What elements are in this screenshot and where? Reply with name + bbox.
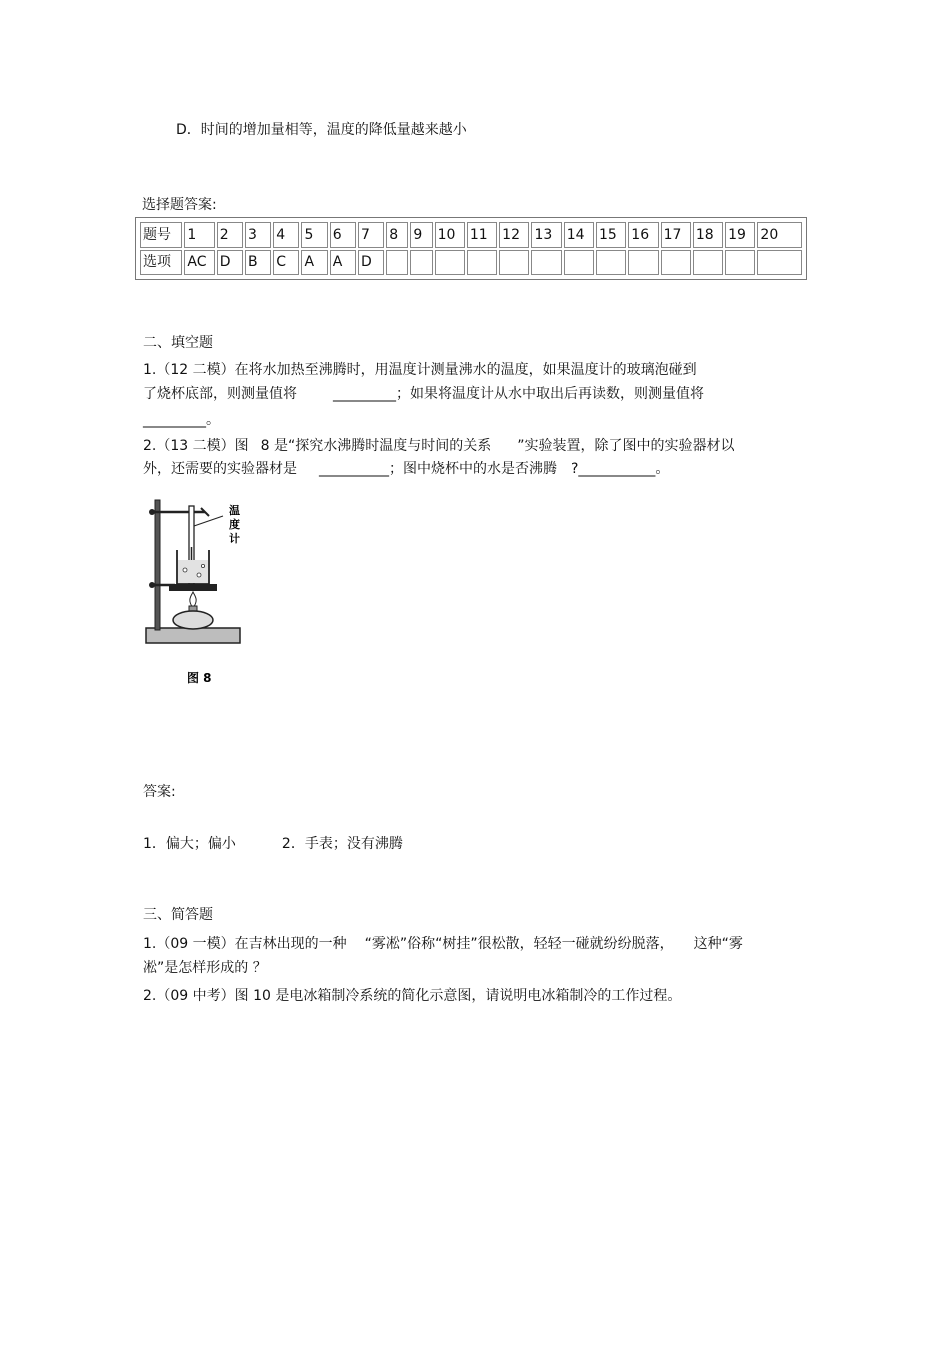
table-cell-answer-5: A	[301, 250, 327, 276]
table-cell-answer-8	[386, 250, 408, 276]
table-cell-answer-13	[531, 250, 561, 276]
section2-title: 二、填空题	[143, 335, 213, 351]
table-cell-number-6: 6	[330, 222, 356, 248]
answer-table	[135, 217, 807, 280]
table-cell-answer-20	[757, 250, 802, 276]
answer-2: 2．手表；没有沸腾	[281, 836, 403, 852]
answer-1: 1．偏大；偏小	[143, 836, 236, 852]
upper-clamp-knob	[149, 509, 155, 515]
table-cell-number-10: 10	[435, 222, 465, 248]
table-cell-number-18: 18	[693, 222, 723, 248]
fill-q1-line3: _________。	[143, 412, 220, 428]
table-cell-number-17: 17	[661, 222, 691, 248]
short-q1-line1-a: 1.（09 一模）在吉林出现的一种	[143, 936, 347, 952]
figure-caption: 图 8	[187, 671, 212, 685]
row-header-number: 题号	[140, 222, 182, 248]
table-cell-answer-4: C	[273, 250, 299, 276]
table-cell-answer-11	[467, 250, 497, 276]
table-cell-number-14: 14	[564, 222, 594, 248]
fill-q1-line2-a: 了烧杯底部，则测量值将	[143, 386, 297, 402]
table-cell-number-20: 20	[757, 222, 802, 248]
option-d: D．时间的增加量相等，温度的降低量越来越小	[176, 122, 467, 138]
short-q2: 2.（09 中考）图 10 是电冰箱制冷系统的简化示意图，请说明电冰箱制冷的工作过程。	[143, 988, 682, 1004]
fill-q2-line1-a: 2.（13 二模）图	[143, 438, 249, 454]
figure-8-boiling-apparatus	[143, 492, 253, 692]
table-cell-answer-7: D	[358, 250, 384, 276]
fill-q2-line2-a: 外，还需要的实验器材是	[143, 461, 297, 477]
alcohol-lamp	[173, 611, 213, 629]
table-row-numbers	[140, 222, 802, 248]
fill-q2-line1	[143, 436, 735, 456]
short-q1-line1-c: 这种“雾	[693, 936, 743, 952]
table-cell-answer-16	[628, 250, 658, 276]
fill-q2-line1-c: ”实验装置，除了图中的实验器材以	[517, 438, 735, 454]
fill-q1-line2	[143, 384, 704, 404]
answers-body	[143, 834, 403, 854]
thermometer-label-3: 计	[229, 532, 240, 545]
wire-gauze	[169, 584, 217, 591]
table-cell-answer-6: A	[330, 250, 356, 276]
table-cell-answer-1: AC	[184, 250, 214, 276]
fill-q2-line2	[143, 459, 669, 479]
table-cell-number-4: 4	[273, 222, 299, 248]
lower-clamp-knob	[149, 582, 155, 588]
table-cell-answer-3: B	[245, 250, 271, 276]
table-cell-answer-9	[410, 250, 432, 276]
table-row-answers	[140, 250, 802, 276]
table-cell-answer-2: D	[217, 250, 243, 276]
short-q1-line1-b: “雾凇”俗称“树挂”很松散，轻轻一碰就纷纷脱落，	[364, 936, 674, 952]
table-cell-number-2: 2	[217, 222, 243, 248]
table-cell-answer-18	[693, 250, 723, 276]
table-cell-number-1: 1	[184, 222, 214, 248]
thermometer-label-2: 度	[229, 518, 240, 531]
table-cell-answer-15	[596, 250, 626, 276]
table-cell-answer-17	[661, 250, 691, 276]
fill-q2-line2-b: __________；图中烧杯中的水是否沸腾	[319, 461, 557, 477]
short-q1-line2: 凇”是怎样形成的 ？	[143, 960, 267, 976]
table-cell-number-11: 11	[467, 222, 497, 248]
fill-q2-line2-c: ?___________。	[571, 461, 670, 477]
stand-rod	[155, 500, 160, 630]
table-cell-number-5: 5	[301, 222, 327, 248]
table-cell-number-9: 9	[410, 222, 432, 248]
short-q1-line1	[143, 934, 743, 954]
thermometer-label-1: 温	[229, 504, 240, 517]
table-cell-answer-10	[435, 250, 465, 276]
table-cell-number-3: 3	[245, 222, 271, 248]
row-header-answer: 选项	[140, 250, 182, 276]
table-cell-number-19: 19	[725, 222, 755, 248]
table-cell-number-7: 7	[358, 222, 384, 248]
table-cell-answer-12	[499, 250, 529, 276]
fill-q1-line2-b: _________；如果将温度计从水中取出后再读数，则测量值将	[333, 386, 704, 402]
fill-q2-line1-b: 8 是“探究水沸腾时温度与时间的关系	[260, 438, 492, 454]
table-cell-number-15: 15	[596, 222, 626, 248]
section3-title: 三、简答题	[143, 907, 213, 923]
table-cell-answer-14	[564, 250, 594, 276]
fill-q1-line1: 1.（12 二模）在将水加热至沸腾时，用温度计测量沸水的温度，如果温度计的玻璃泡碰到	[143, 362, 697, 378]
table-caption: 选择题答案:	[142, 197, 217, 213]
table-cell-number-16: 16	[628, 222, 658, 248]
table-cell-number-13: 13	[531, 222, 561, 248]
table-cell-number-8: 8	[386, 222, 408, 248]
answers-title: 答案:	[143, 784, 176, 800]
table-cell-answer-19	[725, 250, 755, 276]
table-cell-number-12: 12	[499, 222, 529, 248]
